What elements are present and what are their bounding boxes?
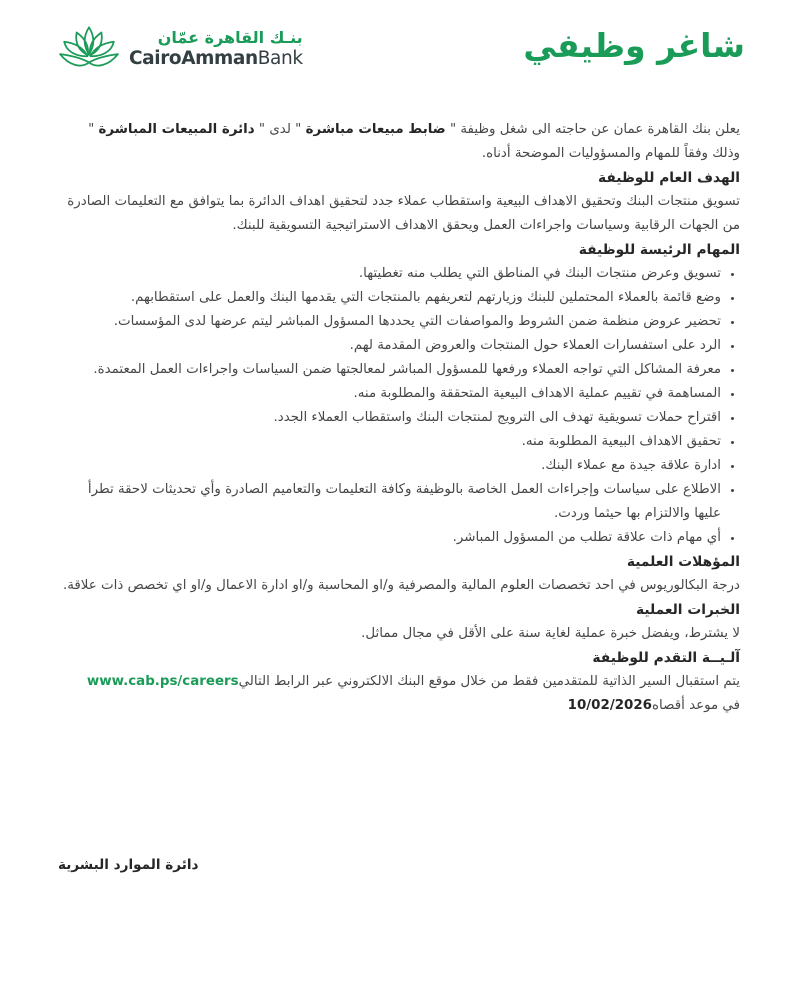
lotus-flower-icon xyxy=(58,24,120,74)
objective-text: تسويق منتجات البنك وتحقيق الاهداف البيعية واستقطاب عملاء جدد لتحقيق اهداف الدائرة بما يتوافق مع التعليمات الصادرة من الجهات الرقابية وسياسات واجراءات العمل ويحقق الاهداف الاستراتيجية التسويقية للبنك. xyxy=(67,194,740,233)
list-item: • تسويق وعرض منتجات البنك في المناطق التي يطلب منه تغطيتها. xyxy=(58,262,721,286)
list-item: • تحضير عروض منظمة ضمن الشروط والمواصفات التي يحددها المسؤول المباشر ليتم عرضها لدى المؤسسات. xyxy=(58,310,721,334)
experience-heading: الخبرات العملية xyxy=(635,602,740,618)
list-item: • الرد على استفسارات العملاء حول المنتجات والعروض المقدمة لهم. xyxy=(58,334,721,358)
logo-arabic-name: بنـك القاهرة عمّان xyxy=(157,28,303,48)
list-item: • وضع قائمة بالعملاء المحتملين للبنك وزيارتهم لتعريفهم بالمنتجات التي يقدمها البنك والعمل على استقطابهم. xyxy=(58,286,721,310)
intro-paragraph: يعلن بنك القاهرة عمان عن حاجته الى شغل وظيفة " ضابط مبيعات مباشرة " لدى " دائرة المبيعات المباشرة " وذلك وفقاً للمهام والمسؤوليات الموضحة أدناه. xyxy=(88,122,740,161)
list-item: • معرفة المشاكل التي تواجه العملاء ورفعها للمسؤول المباشر لمعالجتها ضمن السياسات واجراءات العمل المعتمدة. xyxy=(58,358,721,382)
page-title: شاغر وظيفي xyxy=(523,26,745,65)
qualifications-heading: المؤهلات العلمية xyxy=(626,554,740,570)
logo-english-name: CairoAmmanBank xyxy=(129,47,303,69)
tasks-heading: المهام الرئيسة للوظيفة xyxy=(578,242,740,258)
hr-department-footer: دائرة الموارد البشرية xyxy=(58,857,199,873)
cairo-amman-bank-logo xyxy=(58,24,303,74)
application-heading: آلـيــة التقدم للوظيفة xyxy=(592,650,740,666)
careers-link[interactable]: www.cab.ps/careers xyxy=(86,674,239,689)
tasks-list xyxy=(58,262,740,550)
list-item: • أي مهام ذات علاقة تطلب من المسؤول المباشر. xyxy=(58,526,721,550)
logo-text xyxy=(129,29,303,69)
job-title: ضابط مبيعات مباشرة xyxy=(305,122,446,137)
list-item: • المساهمة في تقييم عملية الاهداف البيعية المتحققة والمطلوبة منه. xyxy=(58,382,721,406)
application-text: يتم استقبال السير الذاتية للمتقدمين فقط من خلال موقع البنك الالكتروني عبر الرابط التاليwww.cab.ps/careers xyxy=(86,674,740,689)
list-item: • ادارة علاقة جيدة مع عملاء البنك. xyxy=(58,454,721,478)
announcement-body xyxy=(58,118,740,718)
list-item: • تحقيق الاهداف البيعية المطلوبة منه. xyxy=(58,430,721,454)
list-item: • اقتراح حملات تسويقية تهدف الى الترويج لمنتجات البنك واستقطاب العملاء الجدد. xyxy=(58,406,721,430)
qualifications-text: درجة البكالوريوس في احد تخصصات العلوم المالية والمصرفية و/او المحاسبة و/او ادارة الاعمال و/او اي تخصص ذات علاقة. xyxy=(62,578,740,593)
department-name: دائرة المبيعات المباشرة xyxy=(98,122,255,137)
experience-text: لا يشترط، ويفضل خبرة عملية لغاية سنة على الأقل في مجال مماثل. xyxy=(361,626,740,641)
deadline-date: 10/02/2026 xyxy=(567,698,652,713)
objective-heading: الهدف العام للوظيفة xyxy=(598,170,740,186)
list-item: • الاطلاع على سياسات وإجراءات العمل الخاصة بالوظيفة وكافة التعليمات والتعاميم الصادرة وأي تحديثات لاحقة تطرأ عليها والالتزام بها حيثما وردت. xyxy=(58,478,721,526)
deadline-line: في موعد أقصاه10/02/2026 xyxy=(567,698,740,713)
